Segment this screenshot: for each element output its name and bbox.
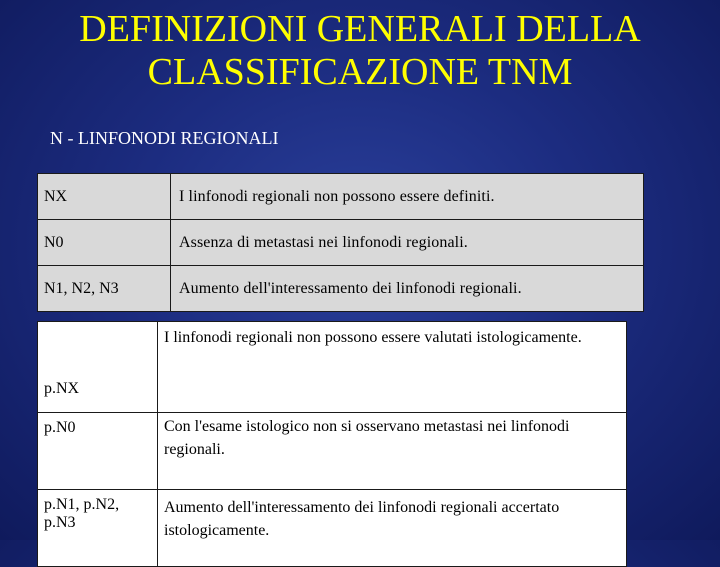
table-row (38, 413, 627, 490)
table-row (38, 174, 644, 220)
section-subtitle: N - LINFONODI REGIONALI (50, 128, 279, 148)
description-cell: Aumento dell'interessamento dei linfonodi regionali. (171, 266, 644, 312)
slide-title-line-2: CLASSIFICAZIONE TNM (147, 51, 573, 93)
pathological-n-table (37, 321, 627, 567)
table-row (38, 266, 644, 312)
table-row (38, 220, 644, 266)
code-cell: N0 (38, 220, 171, 266)
code-cell: p.N1, p.N2, p.N3 (38, 490, 158, 567)
description-cell: I linfonodi regionali non possono essere definiti. (171, 174, 644, 220)
description-cell: Aumento dell'interessamento dei linfonodi regionali accertato istologicamente. (158, 490, 627, 567)
description-cell: I linfonodi regionali non possono essere valutati istologicamente. (158, 322, 627, 413)
table-row (38, 322, 627, 413)
code-cell: NX (38, 174, 171, 220)
slide-title-line-1: DEFINIZIONI GENERALI DELLA (79, 8, 641, 50)
code-cell: N1, N2, N3 (38, 266, 171, 312)
description-cell: Assenza di metastasi nei linfonodi regionali. (171, 220, 644, 266)
code-cell: p.NX (38, 322, 158, 413)
description-cell: Con l'esame istologico non si osservano metastasi nei linfonodi regionali. (158, 413, 627, 490)
table-row (38, 490, 627, 567)
code-cell: p.N0 (38, 413, 158, 490)
slide-title (0, 8, 720, 94)
clinical-n-table (37, 173, 644, 312)
